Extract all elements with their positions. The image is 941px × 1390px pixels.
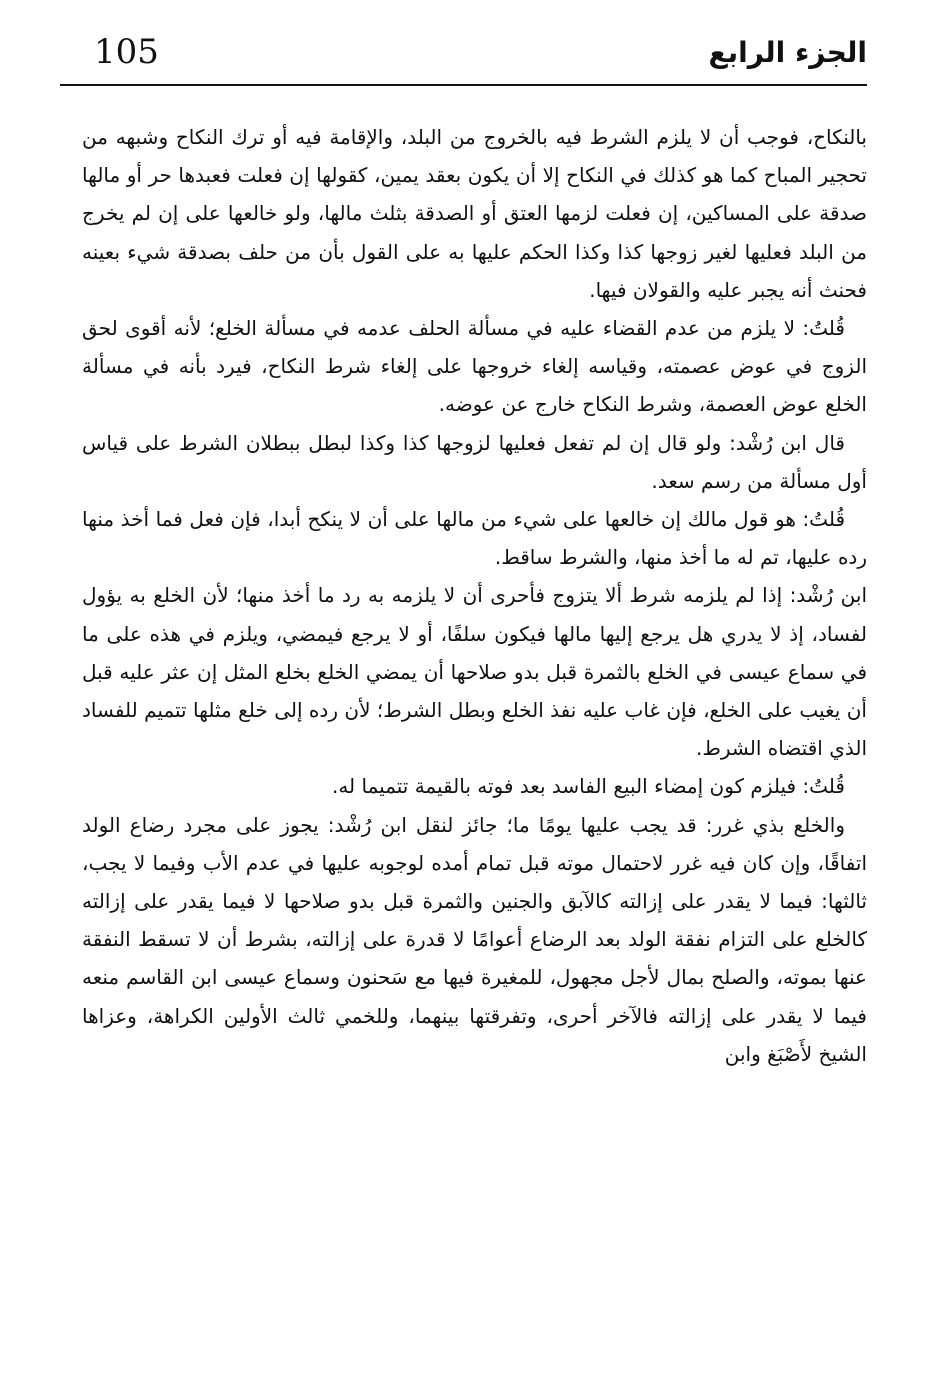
page-number: 105 — [94, 32, 159, 72]
paragraph: قُلتُ: هو قول مالك إن خالعها على شيء من مالها على أن لا ينكح أبدا، فإن فعل فما أخذ منها رده عليها، تم له ما أخذ منها، والشرط ساقط. — [82, 507, 867, 570]
running-head: الجزء الرابع — [708, 36, 867, 69]
paragraph: بالنكاح، فوجب أن لا يلزم الشرط فيه بالخروج من البلد، والإقامة فيه أو ترك النكاح وشبهه من تحجير المباح كما هو كذلك في النكاح إلا أن يكون بعقد يمين، كقولها إن فعلت فعبدها حر أو مالها صدقة على المساكين، إن فعلت لزمها العتق أو الصدقة بثلث مالها، ولو خالعها على إن لم يخرج من البلد فعليها لغير زوجها كذا وكذا الحكم عليها به على القول بأن من حلف بصدقة شيء بعينه فحنث أنه يجبر عليه والقولان فيها. — [82, 125, 867, 302]
page-header — [60, 28, 867, 84]
paragraph: قال ابن رُشْد: ولو قال إن لم تفعل فعليها لزوجها كذا وكذا لبطل ببطلان الشرط على قياس أول مسألة من رسم سعد. — [82, 430, 867, 493]
body-text — [82, 118, 867, 1073]
paragraph: ابن رُشْد: إذا لم يلزمه شرط ألا يتزوج فأحرى أن لا يلزمه به رد ما أخذ منها؛ لأن الخلع به يؤول لفساد، إذ لا يدري هل يرجع إليها مالها فيكون سلفًا، أو لا يرجع فيمضي، ويلزم في هذه على ما في سماع عيسى في الخلع بالثمرة قبل بدو صلاحها أن يمضي الخلع بخلع المثل إن عثر عليه قبل أن يغيب على الخلع، فإن غاب عليه نفذ الخلع وبطل الشرط؛ لأن رده إلى خلع مثلها تتميم للفساد الذي اقتضاه الشرط. — [82, 583, 867, 761]
paragraph: والخلع بذي غرر: قد يجب عليها يومًا ما؛ جائز لنقل ابن رُشْد: يجوز على مجرد رضاع الولد اتفاقًا، وإن كان فيه غرر لاحتمال موته قبل تمام أمده لوجوبه عليها في عدم الأب وفيما لا يجب، ثالثها: فيما لا يقدر على إزالته كالآبق والجنين والثمرة قبل بدو صلاحها لا فيما يقدر على إزالته كالخلع على التزام نفقة الولد بعد الرضاع أعوامًا لا قدرة على إزالته، بشرط أن لا تسقط النفقة عنها بموته، والصلح بمال لأجل مجهول، للمغيرة فيها مع سَحنون وسماع عيسى ابن القاسم منعه فيما لا يقدر على إزالته فالآخر أحرى، وتفرقتها بينهما، وللخمي ثالث الأولين الكراهة، وعزاها الشيخ لأَصْبَغ وابن — [82, 812, 867, 1066]
paragraph: قُلتُ: فيلزم كون إمضاء البيع الفاسد بعد فوته بالقيمة تتميما له. — [331, 774, 845, 799]
header-rule — [60, 84, 867, 86]
paragraph: قُلتُ: لا يلزم من عدم القضاء عليه في مسألة الحلف عدمه في مسألة الخلع؛ لأنه أقوى لحق الزوج في عوض عصمته، وقياسه إلغاء خروجها على إلغاء شرط النكاح، فيرد بأنه في مسألة الخلع عوض العصمة، وشرط النكاح خارج عن عوضه. — [82, 316, 867, 417]
